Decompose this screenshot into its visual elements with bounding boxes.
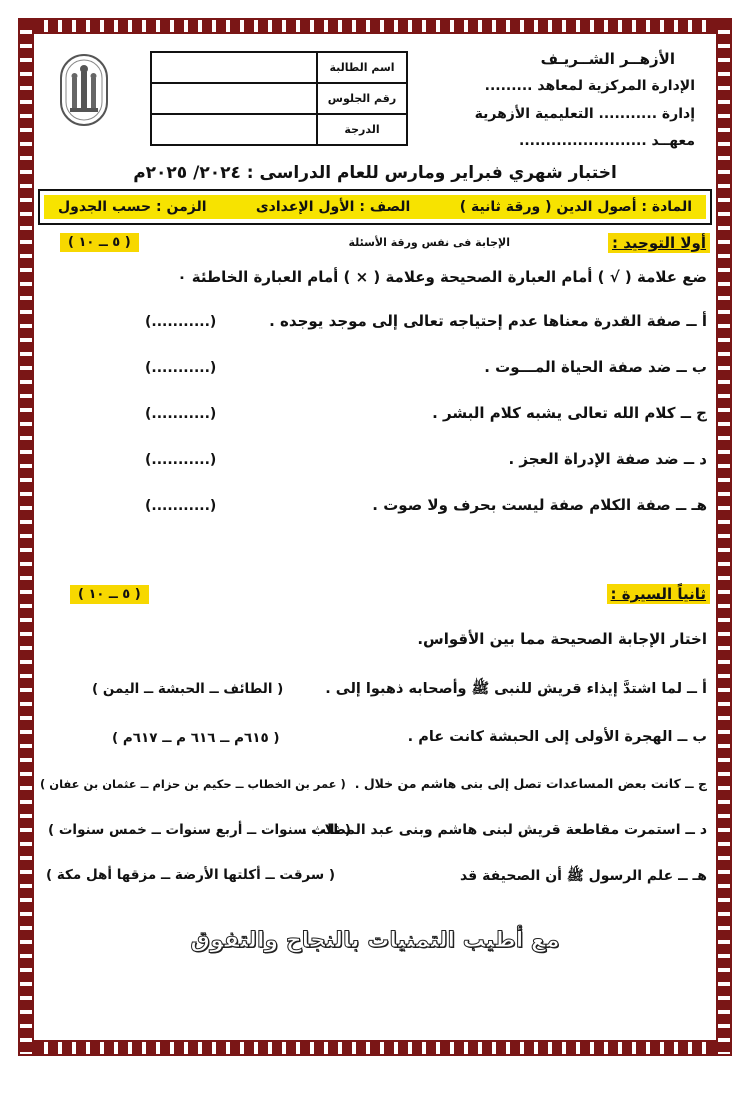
s2-question-a: أ ــ لما اشتدَّ إيذاء قريش للنبى ﷺ وأصحابه ذهبوا إلى . xyxy=(325,681,707,697)
good-luck-message: مع أطيب التمنيات بالنجاح والتفوق xyxy=(190,928,560,953)
s1-answer-blank-a[interactable]: (...........) xyxy=(145,314,217,330)
student-info-table xyxy=(150,51,408,146)
header-line-4: معهــد ........................ xyxy=(519,133,695,149)
page-border-bottom xyxy=(18,1040,732,1056)
s2-options-c: ( عمر بن الخطاب ــ حكيم بن حزام ــ عثمان بن عفان ) xyxy=(40,777,346,791)
exam-title: اختبار شهري فبراير ومارس للعام الدراسى : ٢٠٢٤/ ٢٠٢٥م xyxy=(133,163,617,183)
header-line-3: إدارة ........... التعليمية الأزهرية xyxy=(474,106,695,122)
s2-question-b: ب ــ الهجرة الأولى إلى الحبشة كانت عام . xyxy=(407,729,707,745)
grade-label: الدرجة xyxy=(317,114,407,145)
section-1-heading: أولا التوحيد : xyxy=(608,233,710,253)
s1-question-b: ب ــ ضد صفة الحياة المـــوت . xyxy=(484,358,707,376)
subject-bar xyxy=(38,189,712,225)
grade-field[interactable] xyxy=(151,114,317,145)
s1-question-e: هـ ــ صفة الكلام صفة ليست بحرف ولا صوت . xyxy=(372,496,707,514)
student-name-field[interactable] xyxy=(151,52,317,83)
class-label: الصف : الأول الإعدادى xyxy=(255,199,411,215)
subject-label: المادة : أصول الدين ( ورقة ثانية ) xyxy=(459,199,692,215)
s2-options-b: ( ٦١٥م ــ ٦١٦ م ــ ٦١٧م ) xyxy=(112,730,280,746)
s2-question-e: هـ ــ علم الرسول ﷺ أن الصحيفة قد xyxy=(459,868,707,884)
seat-number-label: رقم الجلوس xyxy=(317,83,407,114)
s2-options-d: ( ثلاث سنوات ــ أربع سنوات ــ خمس سنوات ) xyxy=(48,822,351,838)
time-label: الزمن : حسب الجدول xyxy=(58,199,207,215)
s1-answer-blank-e[interactable]: (...........) xyxy=(145,498,217,514)
azhar-logo-icon xyxy=(58,52,110,128)
seat-number-field[interactable] xyxy=(151,83,317,114)
section-1-instruction: ضع علامة ( √ ) أمام العبارة الصحيحة وعلامة ( × ) أمام العبارة الخاطئة ٠ xyxy=(177,268,707,286)
section-1-score: ( ٥ ــ ١٠ ) xyxy=(60,233,139,252)
section-2-score: ( ٥ ــ ١٠ ) xyxy=(70,585,149,604)
s2-options-a: ( الطائف ــ الحبشة ــ اليمن ) xyxy=(92,681,284,697)
header-line-1: الأزهــر الشــريـف xyxy=(540,50,675,68)
s1-answer-blank-c[interactable]: (...........) xyxy=(145,406,217,422)
s2-question-d: د ــ استمرت مقاطعة قريش لبنى هاشم وبنى عبد المطلب . xyxy=(301,822,707,838)
page-border-top xyxy=(18,18,732,34)
section-2-instruction: اختار الإجابة الصحيحة مما بين الأقواس. xyxy=(417,630,707,648)
answer-note: الإجابة فى نفس ورقة الأسئلة xyxy=(348,236,510,249)
s2-options-e: ( سرقت ــ أكلتها الأرضة ــ مزقها أهل مكة ) xyxy=(46,867,336,883)
s1-answer-blank-d[interactable]: (...........) xyxy=(145,452,217,468)
s1-answer-blank-b[interactable]: (...........) xyxy=(145,360,217,376)
s1-question-d: د ــ ضد صفة الإدراة العجز . xyxy=(508,450,707,468)
student-name-label: اسم الطالبة xyxy=(317,52,407,83)
section-2-heading: ثانياً السيرة : xyxy=(607,584,710,604)
s2-question-c: ج ــ كانت بعض المساعدات تصل إلى بنى هاشم من خلال . xyxy=(354,776,707,791)
s1-question-c: ج ــ كلام الله تعالى يشبه كلام البشر . xyxy=(432,404,707,422)
header-line-2: الإدارة المركزية لمعاهد ......... xyxy=(484,78,695,94)
s1-question-a: أ ــ صفة القدرة معناها عدم إحتياجه تعالى إلى موجد يوجده . xyxy=(269,312,707,330)
